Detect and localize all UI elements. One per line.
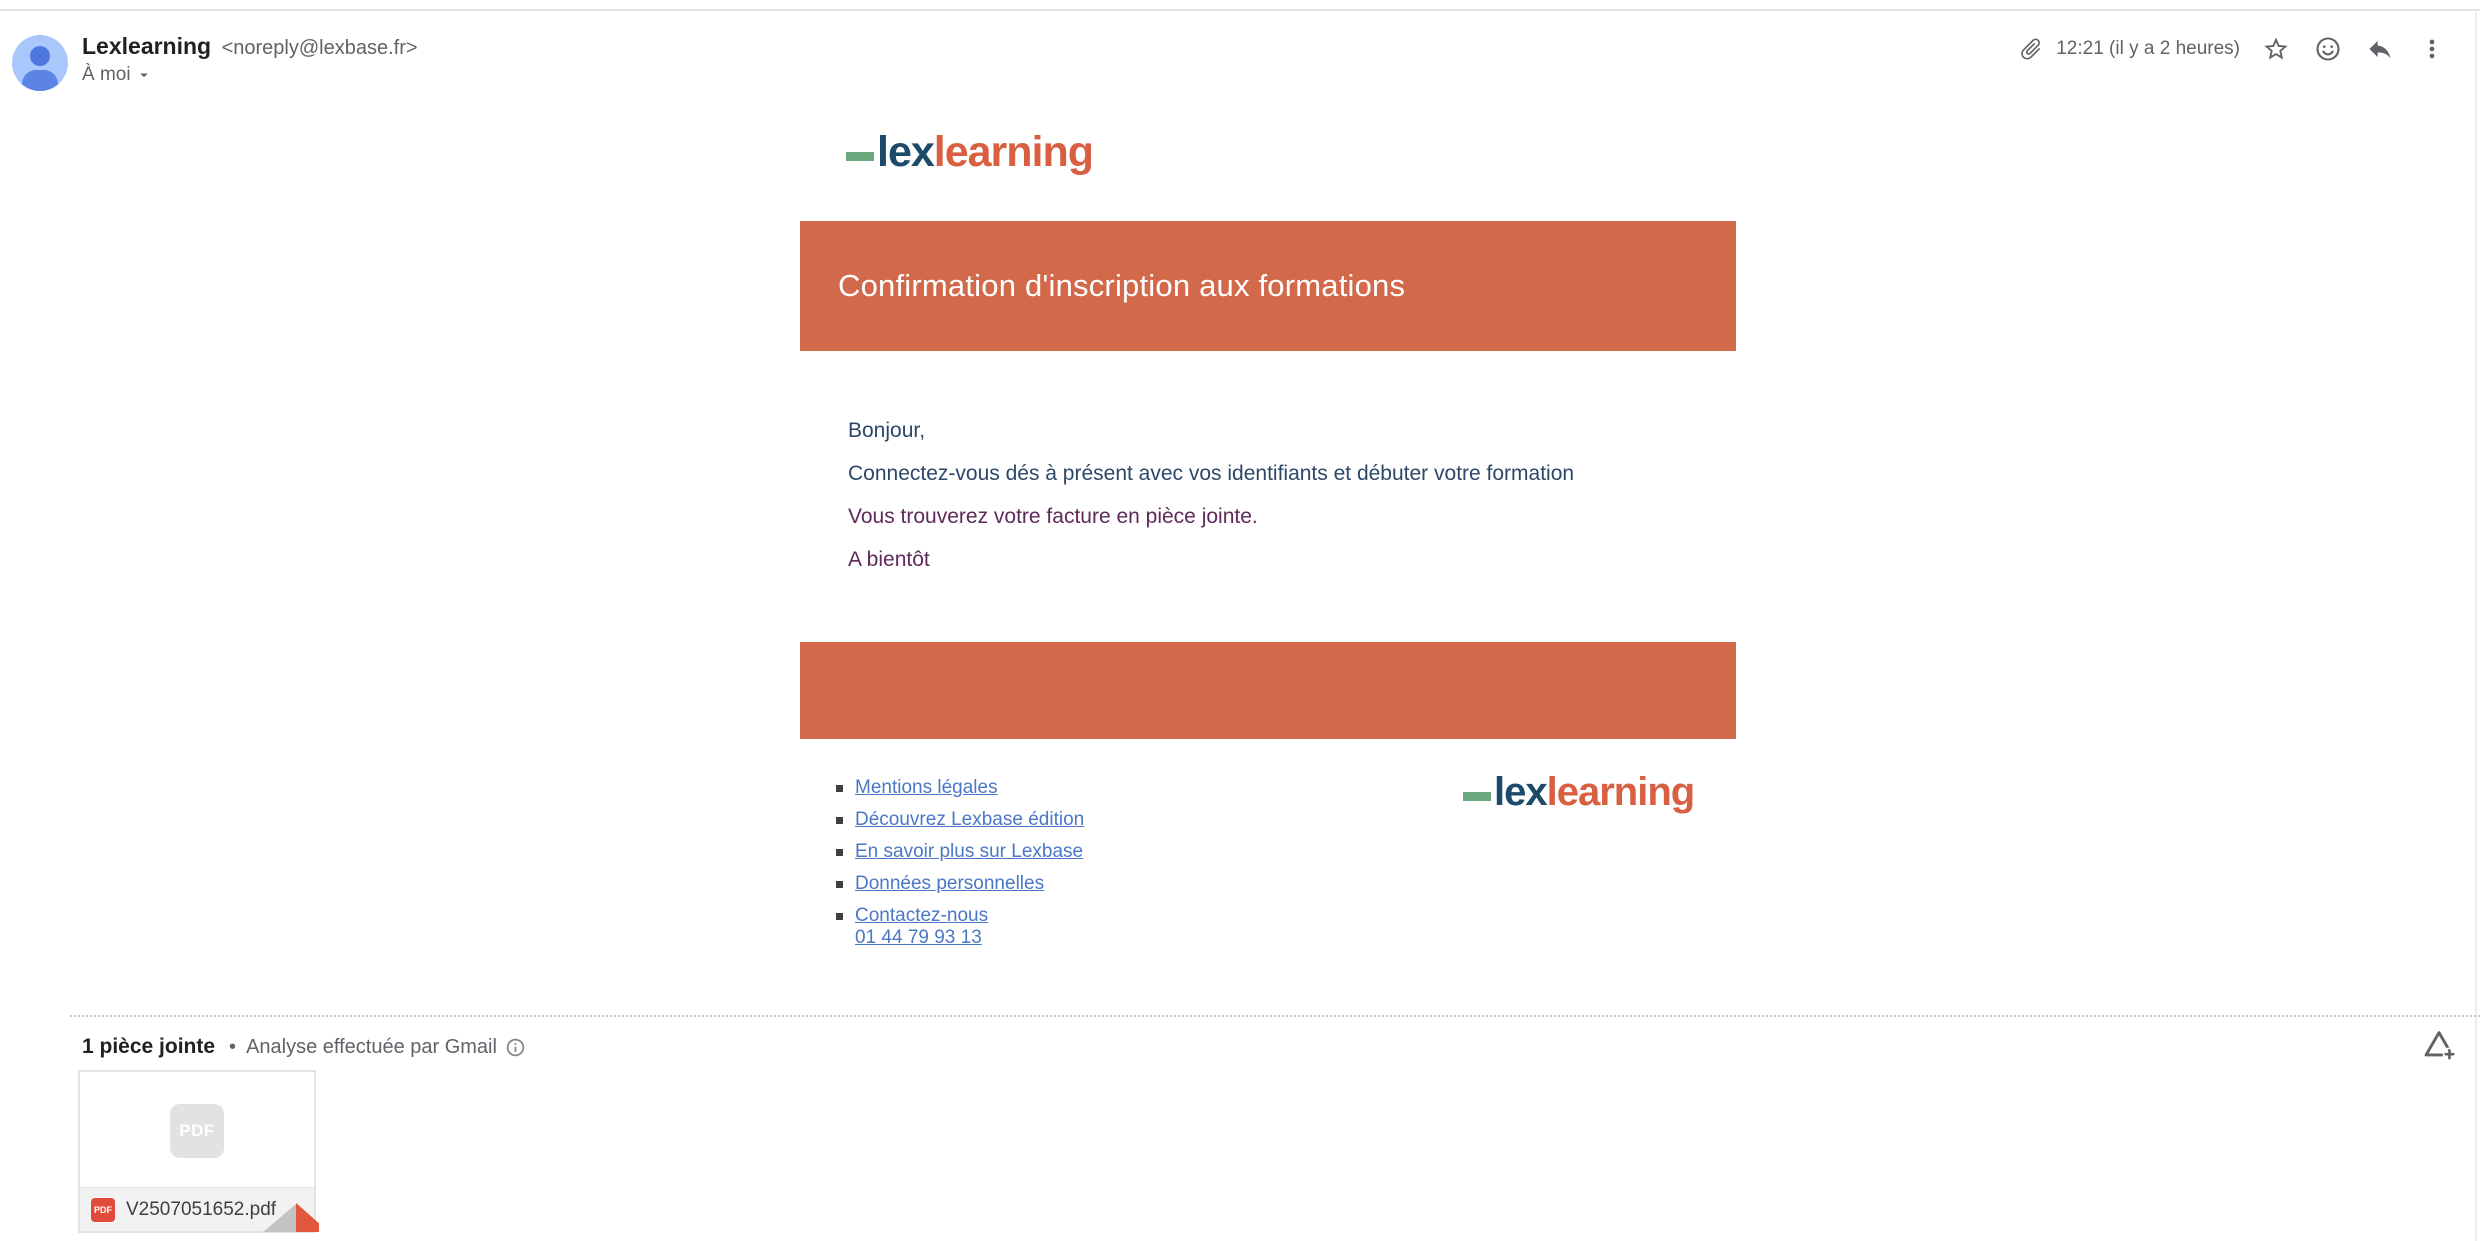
add-to-drive-button[interactable] [2416, 1022, 2462, 1068]
email-title: Confirmation d'inscription aux formations [838, 268, 1406, 303]
lexlearning-logo [846, 128, 1093, 177]
star-button[interactable] [2250, 30, 2302, 68]
paragraph: Connectez-vous dés à présent avec vos identifiants et débuter votre formation [848, 462, 1575, 485]
paragraph: Vous trouverez votre facture en pièce jointe. [848, 505, 1258, 528]
phone-link[interactable]: 01 44 79 93 13 [855, 927, 982, 948]
bullet [836, 913, 843, 920]
logo-dash-icon [1463, 792, 1491, 801]
attachments-divider [70, 1015, 2480, 1017]
link-contactez-nous[interactable]: Contactez-nous [855, 905, 989, 926]
email-body [848, 420, 1668, 592]
list-item [836, 868, 1084, 900]
dot-separator: • [229, 1035, 237, 1058]
link-donnees-personnelles[interactable]: Données personnelles [855, 873, 1045, 894]
link-mentions-legales[interactable]: Mentions légales [855, 777, 998, 798]
list-item [836, 804, 1084, 836]
logo-lex: lex [1494, 770, 1547, 814]
top-divider [0, 9, 2480, 11]
link-decouvrez-lexbase-edition[interactable]: Découvrez Lexbase édition [855, 809, 1085, 830]
message-actions [2014, 30, 2458, 68]
avatar-person-icon [22, 70, 58, 91]
list-item [836, 772, 1084, 804]
sender-name: Lexlearning [82, 33, 212, 59]
email-title-banner [800, 221, 1736, 351]
paragraph: A bientôt [848, 548, 930, 571]
emoji-reaction-button[interactable] [2302, 30, 2354, 68]
attachment-preview [80, 1072, 314, 1189]
message-timestamp: 12:21 (il y a 2 heures) [2056, 38, 2240, 59]
bullet [836, 849, 843, 856]
scan-status: Analyse effectuée par Gmail [246, 1035, 497, 1058]
bullet [836, 785, 843, 792]
logo-learning: learning [1546, 770, 1695, 814]
reply-button[interactable] [2354, 30, 2406, 68]
pdf-file-icon: PDF [91, 1198, 115, 1222]
folded-corner-decoration [263, 1203, 319, 1232]
sender-avatar[interactable] [12, 35, 68, 91]
more-options-button[interactable] [2406, 30, 2458, 68]
attachment-card[interactable] [78, 1070, 316, 1233]
sender-email: <noreply@lexbase.fr> [221, 37, 418, 59]
attachments-header [82, 1035, 526, 1059]
avatar-person-icon [30, 46, 50, 66]
link-en-savoir-plus[interactable]: En savoir plus sur Lexbase [855, 841, 1084, 862]
bullet [836, 881, 843, 888]
paragraph: Bonjour, [848, 419, 926, 442]
pdf-placeholder-icon: PDF [170, 1104, 224, 1158]
fold-shadow [263, 1204, 296, 1232]
list-item [836, 836, 1084, 868]
phone-number [855, 927, 982, 949]
right-divider [2475, 12, 2477, 1241]
email-footer-banner [800, 642, 1736, 739]
attachment-count: 1 pièce jointe [82, 1035, 216, 1058]
footer-links [836, 772, 1084, 932]
lexlearning-logo-footer [1463, 770, 1694, 815]
to-label: À moi [82, 64, 131, 85]
attachment-filename: V2507051652.pdf [126, 1198, 277, 1220]
logo-dash-icon [846, 152, 874, 161]
bullet [836, 817, 843, 824]
sender-line [82, 33, 418, 60]
recipient-toggle[interactable] [82, 64, 153, 86]
info-icon[interactable] [505, 1037, 526, 1058]
fold-paper [296, 1203, 319, 1232]
attachment-paperclip-icon [2014, 30, 2048, 68]
logo-lex: lex [877, 128, 934, 176]
logo-learning: learning [933, 128, 1094, 176]
chevron-down-icon [135, 66, 153, 84]
